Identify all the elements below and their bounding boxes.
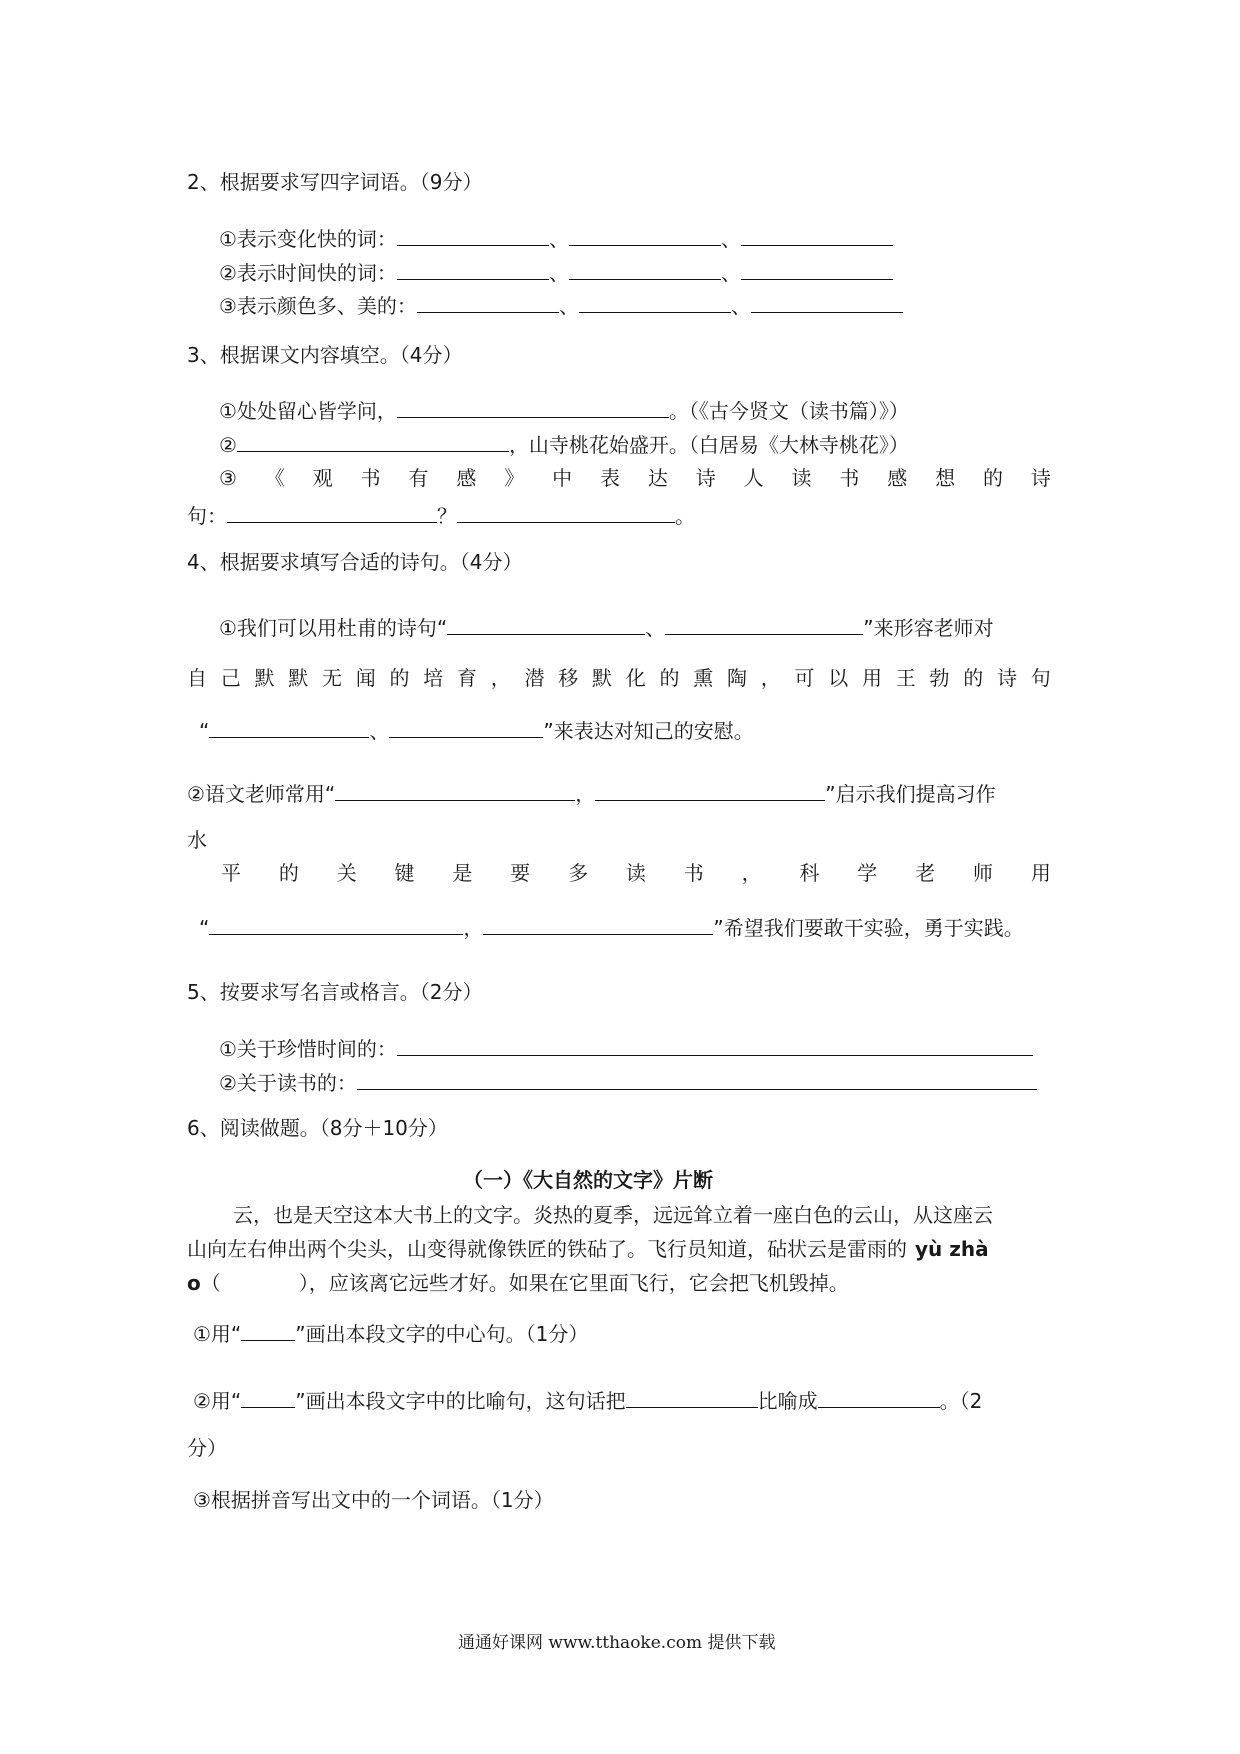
period: 。 <box>675 504 695 528</box>
q3-line-4 <box>187 500 695 531</box>
text-char: 想 <box>935 466 956 490</box>
text-char: 培 <box>423 666 444 690</box>
separator: 、 <box>645 616 666 640</box>
text-char: 育 <box>457 666 477 690</box>
q4-line-7-suffix: ”希望我们要敢干实验，勇于实践。 <box>713 916 1024 940</box>
text-char: 默 <box>592 666 612 690</box>
text-char: 陶 <box>727 666 747 690</box>
answer-blank[interactable] <box>751 290 903 313</box>
answer-blank[interactable] <box>569 223 721 246</box>
q3-title: 3、根据课文内容填空。（4分） <box>187 343 463 367</box>
answer-blank[interactable] <box>626 1385 758 1408</box>
task-3: ③根据拼音写出文中的一个词语。（1分） <box>193 1488 554 1512</box>
q2-item-2 <box>219 257 893 288</box>
q4-line-1 <box>219 612 994 643</box>
text-char: 多 <box>568 861 589 885</box>
task-2-continued: 分） <box>187 1436 227 1460</box>
text-char: 感 <box>456 466 477 490</box>
separator: 、 <box>720 227 741 251</box>
text-char: 默 <box>288 666 309 690</box>
text-char: 人 <box>743 466 764 490</box>
text-char: 的 <box>982 466 1003 490</box>
text-char: 》 <box>504 466 525 490</box>
text-char: ， <box>741 861 762 885</box>
separator: 、 <box>548 261 569 285</box>
q2-item-3 <box>219 290 903 321</box>
text-char: 表 <box>599 466 620 490</box>
task-2-suffix: 。（2 <box>939 1389 983 1413</box>
text-char: 是 <box>452 861 473 885</box>
text-char: 自 <box>187 666 207 690</box>
text-char: 关 <box>336 861 357 885</box>
text-char: 感 <box>887 466 908 490</box>
answer-blank[interactable] <box>209 912 463 935</box>
q5-line-2-label: ②关于读书的： <box>219 1071 357 1095</box>
answer-blank[interactable] <box>397 257 549 280</box>
text-char: 键 <box>394 861 415 885</box>
q3-line-3 <box>219 463 1051 493</box>
text-char: ③ <box>219 466 237 490</box>
answer-blank[interactable] <box>209 715 369 738</box>
q3-line-1-suffix: 。（《古今贤文（读书篇）》） <box>668 399 909 423</box>
passage-line-3 <box>187 1268 849 1298</box>
q3-line-2-prefix: ② <box>219 433 237 457</box>
text-char: 移 <box>558 666 579 690</box>
text-char: 书 <box>839 466 860 490</box>
text-char: 的 <box>278 861 299 885</box>
text-char: 无 <box>322 666 342 690</box>
q5-line-1 <box>219 1033 1033 1064</box>
text-char: 书 <box>360 466 381 490</box>
open-quote: “ <box>199 916 210 940</box>
separator: 、 <box>730 294 751 318</box>
text-char: 句 <box>1030 666 1051 690</box>
answer-blank[interactable] <box>665 612 863 635</box>
text-char: 的 <box>389 666 410 690</box>
q4-line-2 <box>187 663 1051 693</box>
task-1-text: ”画出本段文字的中心句。（1分） <box>295 1322 589 1346</box>
separator: ， <box>575 782 596 806</box>
text-char: 《 <box>264 466 285 490</box>
text-char: 书 <box>683 861 704 885</box>
q5-title: 5、按要求写名言或格言。（2分） <box>187 980 483 1004</box>
q2-item-1-label: ①表示变化快的词： <box>219 227 397 251</box>
text-char: ， <box>760 666 781 690</box>
answer-blank[interactable] <box>457 500 675 523</box>
answer-blank[interactable] <box>397 395 669 418</box>
open-paren: （ <box>200 1271 221 1295</box>
pinyin-text: o <box>187 1271 201 1295</box>
q3-line-2 <box>219 429 909 460</box>
task-2-prefix: ②用“ <box>193 1389 242 1413</box>
text-char: 读 <box>791 466 812 490</box>
task-2-text-2: 比喻成 <box>757 1389 818 1413</box>
answer-blank[interactable] <box>595 778 825 801</box>
text-char: 闻 <box>355 666 376 690</box>
answer-blank[interactable] <box>241 1385 295 1408</box>
text-char: 达 <box>647 466 668 490</box>
text-char: 有 <box>408 466 429 490</box>
q2-title: 2、根据要求写四字词语。（9分） <box>187 170 483 194</box>
q4-line-4-suffix: ”启示我们提高习作 <box>825 782 996 806</box>
text-char: 可 <box>794 666 815 690</box>
q3-line-1-prefix: ①处处留心皆学问， <box>219 399 397 423</box>
answer-blank[interactable] <box>741 257 893 280</box>
text-char: 科 <box>799 861 820 885</box>
q3-line-1 <box>219 395 909 426</box>
q5-line-2 <box>219 1067 1037 1098</box>
answer-blank[interactable] <box>357 1067 1037 1090</box>
answer-blank[interactable] <box>227 500 437 523</box>
text-char: 勃 <box>929 666 950 690</box>
q6-title: 6、阅读做题。（8分＋10分） <box>187 1116 448 1140</box>
answer-blank[interactable] <box>397 1033 1033 1056</box>
answer-blank[interactable] <box>569 257 721 280</box>
text-char: 的 <box>659 666 680 690</box>
q4-line-5: 水 <box>187 828 207 852</box>
task-1-prefix: ①用“ <box>193 1322 242 1346</box>
q4-line-6 <box>221 858 1051 888</box>
q4-line-7 <box>199 912 1024 943</box>
answer-blank[interactable] <box>579 290 731 313</box>
q4-line-1-suffix: ”来形容老师对 <box>863 616 994 640</box>
separator: 、 <box>720 261 741 285</box>
text-char: 师 <box>972 861 993 885</box>
passage-line-3-text: ），应该离它远些才好。如果在它里面飞行，它会把飞机毁掉。 <box>298 1271 849 1295</box>
text-char: 以 <box>828 666 849 690</box>
q2-item-1 <box>219 223 893 254</box>
task-2-text: ”画出本段文字中的比喻句，这句话把 <box>295 1389 626 1413</box>
text-char: 学 <box>857 861 878 885</box>
q4-line-3 <box>199 715 754 746</box>
question-mark: ？ <box>437 504 457 528</box>
q3-line-4-prefix: 句： <box>187 504 227 528</box>
text-char: 读 <box>625 861 646 885</box>
answer-blank[interactable] <box>741 223 893 246</box>
passage-title: （一）《大自然的文字》片断 <box>463 1168 713 1192</box>
separator: 、 <box>548 227 569 251</box>
open-quote: “ <box>199 719 210 743</box>
answer-blank[interactable] <box>389 715 543 738</box>
text-char: 要 <box>510 861 531 885</box>
task-2 <box>193 1385 982 1416</box>
q4-line-3-suffix: ”来表达对知己的安慰。 <box>543 719 754 743</box>
answer-blank[interactable] <box>335 778 575 801</box>
q2-item-2-label: ②表示时间快的词： <box>219 261 397 285</box>
passage-line-2-text: 山向左右伸出两个尖头，山变得就像铁匠的铁砧了。飞行员知道，砧状云是雷雨的 <box>187 1237 907 1261</box>
text-char: 诗 <box>1030 466 1051 490</box>
answer-blank[interactable] <box>483 912 713 935</box>
answer-blank[interactable] <box>397 223 549 246</box>
q3-line-2-suffix: ，山寺桃花始盛开。（白居易《大林寺桃花》） <box>508 433 909 457</box>
answer-blank[interactable] <box>237 429 509 452</box>
text-char: 观 <box>312 466 333 490</box>
answer-blank[interactable] <box>417 290 559 313</box>
q5-line-1-label: ①关于珍惜时间的： <box>219 1037 397 1061</box>
q4-line-4-prefix: ②语文老师常用“ <box>187 782 336 806</box>
text-char: 化 <box>625 666 646 690</box>
task-1 <box>193 1318 588 1349</box>
text-char: 王 <box>895 666 916 690</box>
text-char: 默 <box>254 666 275 690</box>
text-char: ， <box>490 666 511 690</box>
q4-title: 4、根据要求填写合适的诗句。（4分） <box>187 550 523 574</box>
separator: 、 <box>369 719 390 743</box>
text-char: 用 <box>1030 861 1051 885</box>
passage-line-2 <box>187 1234 989 1264</box>
text-char: 己 <box>220 666 241 690</box>
answer-blank[interactable] <box>241 1318 295 1341</box>
text-char: 熏 <box>693 666 714 690</box>
separator: ， <box>463 916 484 940</box>
footer-credit: 通通好课网 www.tthaoke.com 提供下载 <box>458 1633 776 1653</box>
answer-blank[interactable] <box>818 1385 940 1408</box>
text-char: 中 <box>552 466 573 490</box>
answer-blank[interactable] <box>447 612 645 635</box>
pinyin-text: yù zhà <box>915 1237 989 1261</box>
q2-item-3-label: ③表示颜色多、美的： <box>219 294 417 318</box>
text-char: 诗 <box>695 466 716 490</box>
text-char: 潜 <box>524 666 545 690</box>
q4-line-1-prefix: ①我们可以用杜甫的诗句“ <box>219 616 448 640</box>
text-char: 老 <box>915 861 936 885</box>
text-char: 诗 <box>997 666 1017 690</box>
text-char: 平 <box>221 861 241 885</box>
text-char: 的 <box>963 666 984 690</box>
passage-line-1: 云，也是天空这本大书上的文字。炎热的夏季，远远耸立着一座白色的云山，从这座云 <box>233 1203 993 1227</box>
text-char: 用 <box>862 666 882 690</box>
q4-line-4 <box>187 778 996 809</box>
separator: 、 <box>558 294 579 318</box>
